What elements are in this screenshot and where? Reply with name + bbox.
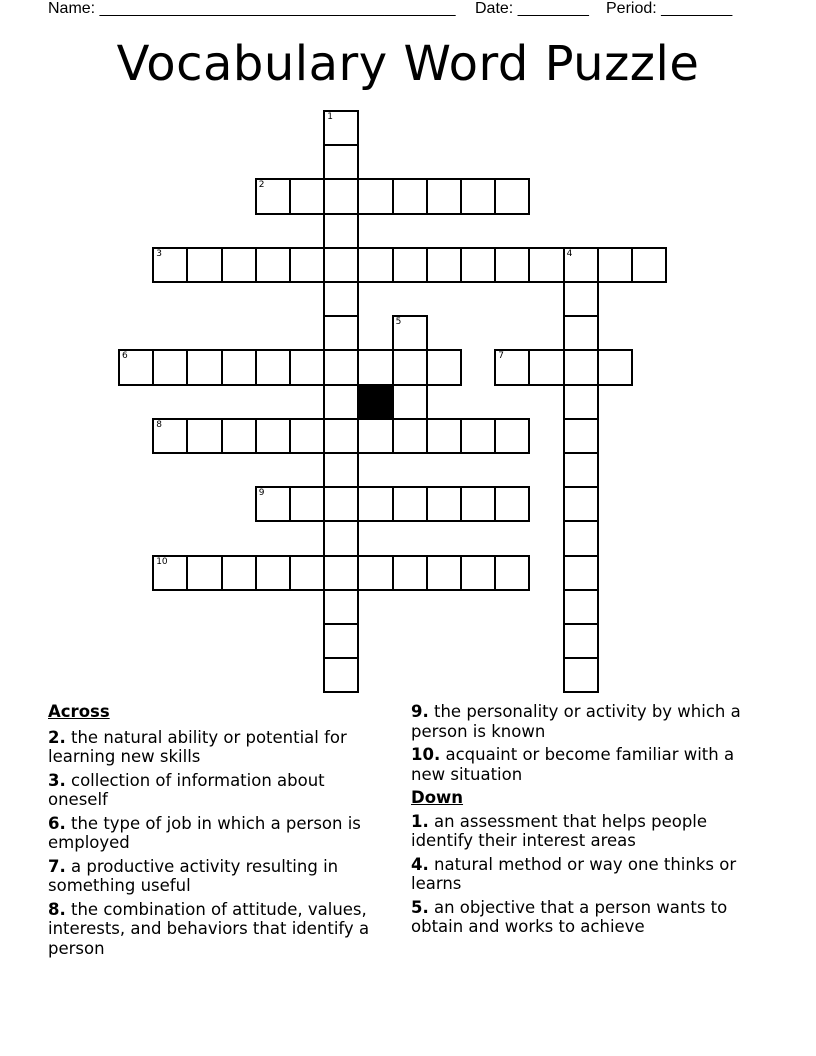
grid-cell[interactable] <box>426 349 462 385</box>
grid-cell[interactable] <box>357 486 393 522</box>
grid-cell[interactable] <box>563 418 599 454</box>
grid-cell[interactable] <box>597 349 633 385</box>
grid-cell[interactable] <box>323 110 359 146</box>
clue-text: collection of information about oneself <box>48 770 325 809</box>
grid-cell[interactable] <box>323 589 359 625</box>
grid-cell[interactable] <box>289 486 325 522</box>
grid-cell[interactable] <box>563 486 599 522</box>
grid-cell[interactable] <box>460 418 496 454</box>
grid-cell[interactable] <box>563 247 599 283</box>
clue-text: the combination of attitude, values, interests, and behaviors that identify a person <box>48 899 370 958</box>
grid-cell[interactable] <box>323 144 359 180</box>
grid-cell[interactable] <box>426 486 462 522</box>
period-field[interactable]: Period: ________ <box>606 0 733 17</box>
cell-number: 2 <box>258 180 265 191</box>
grid-cell[interactable] <box>255 349 291 385</box>
grid-cell[interactable] <box>323 486 359 522</box>
across-clue-8 <box>48 900 388 959</box>
grid-cell[interactable] <box>118 349 154 385</box>
across-clue-10 <box>411 745 751 784</box>
grid-cell[interactable] <box>392 418 428 454</box>
grid-cell[interactable] <box>426 247 462 283</box>
down-clue-4 <box>411 855 751 894</box>
shaded-square <box>357 384 393 420</box>
clue-text: a productive activity resulting in something useful <box>48 856 339 895</box>
grid-cell[interactable] <box>563 555 599 591</box>
grid-cell[interactable] <box>494 247 530 283</box>
grid-cell[interactable] <box>494 486 530 522</box>
clues-left-column <box>48 702 388 962</box>
grid-cell[interactable] <box>426 555 462 591</box>
grid-cell[interactable] <box>255 418 291 454</box>
grid-cell[interactable] <box>289 178 325 214</box>
cell-number: 7 <box>498 351 504 362</box>
grid-cell[interactable] <box>289 349 325 385</box>
down-clue-1 <box>411 812 751 851</box>
grid-cell[interactable] <box>392 247 428 283</box>
grid-cell[interactable] <box>494 178 530 214</box>
grid-cell[interactable] <box>221 418 257 454</box>
grid-cell[interactable] <box>323 213 359 249</box>
grid-cell[interactable] <box>392 315 428 351</box>
grid-cell[interactable] <box>460 247 496 283</box>
grid-cell[interactable] <box>323 657 359 693</box>
grid-cell[interactable] <box>563 589 599 625</box>
across-clue-7 <box>48 857 388 896</box>
clue-number: 2. <box>48 727 66 747</box>
down-clue-5 <box>411 898 751 937</box>
grid-cell[interactable] <box>323 281 359 317</box>
grid-cell[interactable] <box>289 418 325 454</box>
grid-cell[interactable] <box>323 384 359 420</box>
grid-cell[interactable] <box>323 247 359 283</box>
grid-cell[interactable] <box>392 178 428 214</box>
grid-cell[interactable] <box>323 315 359 351</box>
grid-cell[interactable] <box>528 247 564 283</box>
grid-cell[interactable] <box>323 555 359 591</box>
date-field[interactable]: Date: ________ <box>475 0 589 17</box>
grid-cell[interactable] <box>255 178 291 214</box>
grid-cell[interactable] <box>323 349 359 385</box>
grid-cell[interactable] <box>357 178 393 214</box>
cell-number: 1 <box>327 112 333 122</box>
grid-cell[interactable] <box>323 520 359 556</box>
grid-cell[interactable] <box>221 555 257 591</box>
grid-cell[interactable] <box>460 486 496 522</box>
grid-cell[interactable] <box>563 452 599 488</box>
grid-cell[interactable] <box>357 349 393 385</box>
grid-cell[interactable] <box>152 247 188 283</box>
clue-text: the personality or activity by which a person is known <box>411 702 741 741</box>
grid-cell[interactable] <box>392 486 428 522</box>
clue-number: 4. <box>411 854 429 874</box>
grid-cell[interactable] <box>528 349 564 385</box>
cell-number: 5 <box>395 317 402 328</box>
grid-cell[interactable] <box>563 384 599 420</box>
cell-number: 8 <box>156 419 162 430</box>
clue-number: 3. <box>48 770 66 790</box>
grid-cell[interactable] <box>152 418 188 454</box>
across-clue-2 <box>48 728 388 767</box>
clue-number: 6. <box>48 813 66 833</box>
grid-cell[interactable] <box>357 247 393 283</box>
clue-text: the natural ability or potential for learning new skills <box>48 727 347 766</box>
grid-cell[interactable] <box>563 281 599 317</box>
grid-cell[interactable] <box>392 384 428 420</box>
grid-cell[interactable] <box>152 349 188 385</box>
across-clue-3 <box>48 771 388 810</box>
cell-number: 6 <box>122 351 128 362</box>
grid-cell[interactable] <box>186 555 222 591</box>
grid-cell[interactable] <box>426 418 462 454</box>
clue-text: acquaint or become familiar with a new situation <box>411 745 735 784</box>
grid-cell[interactable] <box>392 555 428 591</box>
grid-cell[interactable] <box>255 486 291 522</box>
clue-number: 7. <box>48 856 66 876</box>
grid-cell[interactable] <box>289 555 325 591</box>
clue-text: an assessment that helps people identify their interest areas <box>411 811 708 850</box>
name-field[interactable]: Name: ________________________________________ <box>48 0 456 17</box>
grid-cell[interactable] <box>255 247 291 283</box>
grid-cell[interactable] <box>563 349 599 385</box>
grid-cell[interactable] <box>494 349 530 385</box>
grid-cell[interactable] <box>152 555 188 591</box>
grid-cell[interactable] <box>494 418 530 454</box>
cell-number: 3 <box>156 248 162 259</box>
grid-cell[interactable] <box>289 247 325 283</box>
grid-cell[interactable] <box>323 418 359 454</box>
clues-right-column <box>411 702 751 941</box>
grid-cell[interactable] <box>255 555 291 591</box>
grid-cell[interactable] <box>186 418 222 454</box>
grid-cell[interactable] <box>221 247 257 283</box>
grid-cell[interactable] <box>563 315 599 351</box>
grid-cell[interactable] <box>323 623 359 659</box>
grid-cell[interactable] <box>460 178 496 214</box>
page-title: Vocabulary Word Puzzle <box>116 36 700 92</box>
grid-cell[interactable] <box>221 349 257 385</box>
across-clue-6 <box>48 814 388 853</box>
grid-cell[interactable] <box>186 247 222 283</box>
grid-cell[interactable] <box>357 555 393 591</box>
clue-number: 1. <box>411 811 429 831</box>
across-clue-9 <box>411 702 751 741</box>
grid-cell[interactable] <box>563 623 599 659</box>
cell-number: 4 <box>566 248 573 259</box>
clue-text: natural method or way one thinks or learns <box>411 854 737 893</box>
clue-number: 8. <box>48 899 66 919</box>
grid-cell[interactable] <box>631 247 667 283</box>
clue-number: 9. <box>411 702 429 721</box>
clue-number: 5. <box>411 897 429 917</box>
clue-text: the type of job in which a person is employed <box>48 813 361 852</box>
across-heading: Across <box>48 702 110 721</box>
grid-cell[interactable] <box>392 349 428 385</box>
cell-number: 9 <box>258 488 265 499</box>
grid-cell[interactable] <box>426 178 462 214</box>
clue-number: 10. <box>411 745 441 764</box>
grid-cell[interactable] <box>357 418 393 454</box>
grid-cell[interactable] <box>563 520 599 556</box>
clue-text: an objective that a person wants to obtain and works to achieve <box>411 897 728 936</box>
grid-cell[interactable] <box>323 178 359 214</box>
grid-cell[interactable] <box>323 452 359 488</box>
grid-cell[interactable] <box>460 555 496 591</box>
grid-cell[interactable] <box>563 657 599 693</box>
cell-number: 10 <box>156 556 168 567</box>
grid-cell[interactable] <box>186 349 222 385</box>
grid-cell[interactable] <box>494 555 530 591</box>
down-heading: Down <box>411 788 464 807</box>
grid-cell[interactable] <box>597 247 633 283</box>
